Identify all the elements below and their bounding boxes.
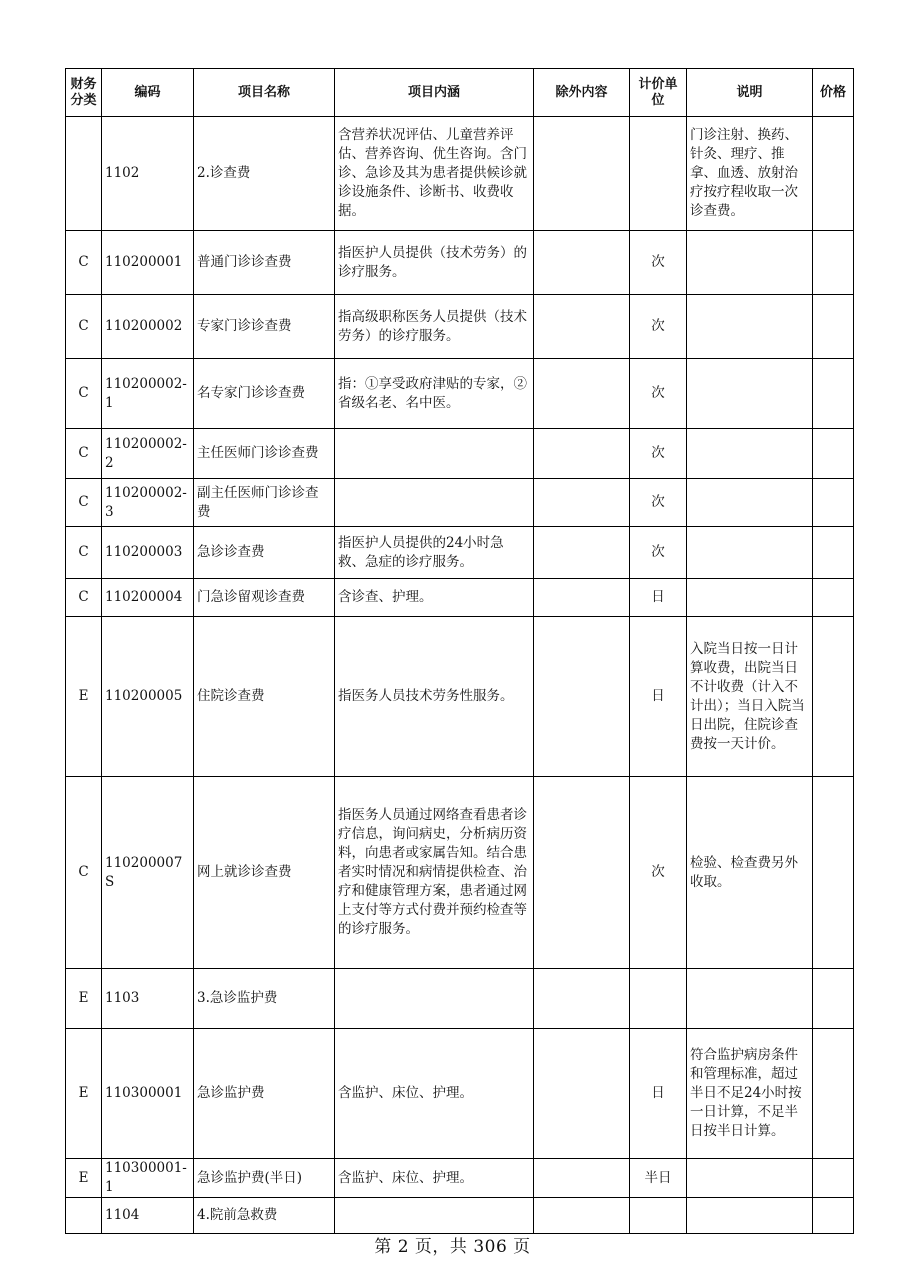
table-row (66, 617, 854, 777)
table-row (66, 777, 854, 969)
cell-exclude (534, 479, 630, 527)
cell-content: 含监护、床位、护理。 (335, 1159, 534, 1198)
cell-price (813, 969, 854, 1029)
cell-code: 110300001-1 (102, 1159, 194, 1198)
cell-exclude (534, 969, 630, 1029)
table-row (66, 1198, 854, 1234)
cell-unit: 次 (630, 429, 687, 479)
cell-category: E (66, 1029, 102, 1159)
cell-content: 指医护人员提供的24小时急救、急症的诊疗服务。 (335, 527, 534, 579)
page-number-footer: 第 2 页，共 306 页 (374, 1237, 531, 1257)
cell-note (687, 429, 813, 479)
cell-content (335, 1198, 534, 1234)
table-row (66, 479, 854, 527)
table-row (66, 1159, 854, 1198)
cell-content: 指：①享受政府津贴的专家，②省级名老、名中医。 (335, 359, 534, 429)
cell-content: 含诊查、护理。 (335, 579, 534, 617)
cell-code: 110200001 (102, 231, 194, 295)
cell-note (687, 1198, 813, 1234)
cell-unit: 日 (630, 617, 687, 777)
cell-unit: 半日 (630, 1159, 687, 1198)
cell-content: 含监护、床位、护理。 (335, 1029, 534, 1159)
fee-schedule-table (65, 68, 854, 1234)
table-row (66, 1029, 854, 1159)
cell-exclude (534, 1198, 630, 1234)
cell-code: 1104 (102, 1198, 194, 1234)
cell-name: 4.院前急救费 (194, 1198, 335, 1234)
cell-category: E (66, 1159, 102, 1198)
cell-content (335, 479, 534, 527)
cell-name: 主任医师门诊诊查费 (194, 429, 335, 479)
cell-name: 普通门诊诊查费 (194, 231, 335, 295)
cell-code: 110200002-3 (102, 479, 194, 527)
cell-exclude (534, 1159, 630, 1198)
cell-unit (630, 969, 687, 1029)
cell-category (66, 1198, 102, 1234)
header-unit: 计价单位 (630, 69, 687, 117)
cell-code: 1103 (102, 969, 194, 1029)
header-note: 说明 (687, 69, 813, 117)
cell-category: E (66, 617, 102, 777)
header-code: 编码 (102, 69, 194, 117)
cell-category: E (66, 969, 102, 1029)
cell-name: 名专家门诊诊查费 (194, 359, 335, 429)
cell-name: 副主任医师门诊诊查费 (194, 479, 335, 527)
cell-unit: 次 (630, 359, 687, 429)
cell-note (687, 527, 813, 579)
cell-note: 入院当日按一日计算收费，出院当日不计收费（计入不计出）；当日入院当日出院，住院诊查费按一天计价。 (687, 617, 813, 777)
cell-name: 3.急诊监护费 (194, 969, 335, 1029)
cell-exclude (534, 231, 630, 295)
cell-category: C (66, 777, 102, 969)
cell-note (687, 969, 813, 1029)
cell-code: 110200004 (102, 579, 194, 617)
cell-name: 2.诊查费 (194, 117, 335, 231)
cell-category: C (66, 231, 102, 295)
table-row (66, 359, 854, 429)
cell-category: C (66, 479, 102, 527)
cell-price (813, 117, 854, 231)
cell-price (813, 579, 854, 617)
cell-unit: 日 (630, 1029, 687, 1159)
cell-price (813, 295, 854, 359)
cell-content: 含营养状况评估、儿童营养评估、营养咨询、优生咨询。含门诊、急诊及其为患者提供候诊就诊设施条件、诊断书、收费收据。 (335, 117, 534, 231)
table-row (66, 231, 854, 295)
cell-code: 110300001 (102, 1029, 194, 1159)
cell-exclude (534, 777, 630, 969)
cell-price (813, 1029, 854, 1159)
table-row (66, 429, 854, 479)
cell-price (813, 1198, 854, 1234)
cell-price (813, 777, 854, 969)
cell-category (66, 117, 102, 231)
cell-category: C (66, 527, 102, 579)
cell-note (687, 579, 813, 617)
cell-category: C (66, 579, 102, 617)
cell-note (687, 479, 813, 527)
header-name: 项目名称 (194, 69, 335, 117)
cell-code: 110200002 (102, 295, 194, 359)
cell-code: 110200002-2 (102, 429, 194, 479)
cell-price (813, 1159, 854, 1198)
cell-note: 门诊注射、换药、针灸、理疗、推拿、血透、放射治疗按疗程收取一次诊查费。 (687, 117, 813, 231)
cell-name: 急诊诊查费 (194, 527, 335, 579)
cell-name: 住院诊查费 (194, 617, 335, 777)
cell-content (335, 429, 534, 479)
cell-exclude (534, 527, 630, 579)
cell-unit: 次 (630, 777, 687, 969)
cell-name: 网上就诊诊查费 (194, 777, 335, 969)
cell-note (687, 1159, 813, 1198)
cell-note (687, 359, 813, 429)
cell-name: 急诊监护费 (194, 1029, 335, 1159)
table-row (66, 117, 854, 231)
header-row (66, 69, 854, 117)
cell-exclude (534, 617, 630, 777)
cell-content: 指医务人员通过网络查看患者诊疗信息，询问病史，分析病历资料，向患者或家属告知。结合患者实时情况和病情提供检查、治疗和健康管理方案，患者通过网上支付等方式付费并预约检查等的诊疗服务。 (335, 777, 534, 969)
cell-price (813, 359, 854, 429)
cell-exclude (534, 117, 630, 231)
cell-unit: 次 (630, 479, 687, 527)
cell-category: C (66, 359, 102, 429)
cell-name: 急诊监护费(半日) (194, 1159, 335, 1198)
cell-price (813, 479, 854, 527)
table-row (66, 969, 854, 1029)
cell-price (813, 429, 854, 479)
cell-note (687, 231, 813, 295)
cell-content: 指医护人员提供（技术劳务）的诊疗服务。 (335, 231, 534, 295)
cell-note: 检验、检查费另外收取。 (687, 777, 813, 969)
cell-note (687, 295, 813, 359)
cell-code: 110200003 (102, 527, 194, 579)
cell-exclude (534, 1029, 630, 1159)
header-category: 财务分类 (66, 69, 102, 117)
cell-unit: 次 (630, 527, 687, 579)
cell-price (813, 231, 854, 295)
cell-price (813, 617, 854, 777)
cell-content (335, 969, 534, 1029)
cell-unit: 次 (630, 295, 687, 359)
cell-note: 符合监护病房条件和管理标准，超过半日不足24小时按一日计算，不足半日按半日计算。 (687, 1029, 813, 1159)
header-price: 价格 (813, 69, 854, 117)
cell-content: 指高级职称医务人员提供（技术劳务）的诊疗服务。 (335, 295, 534, 359)
cell-unit: 日 (630, 579, 687, 617)
cell-name: 门急诊留观诊查费 (194, 579, 335, 617)
cell-exclude (534, 359, 630, 429)
cell-unit: 次 (630, 231, 687, 295)
header-content: 项目内涵 (335, 69, 534, 117)
cell-exclude (534, 429, 630, 479)
cell-category: C (66, 429, 102, 479)
cell-category: C (66, 295, 102, 359)
cell-content: 指医务人员技术劳务性服务。 (335, 617, 534, 777)
cell-exclude (534, 295, 630, 359)
cell-unit (630, 117, 687, 231)
cell-price (813, 527, 854, 579)
table-row (66, 527, 854, 579)
cell-code: 110200005 (102, 617, 194, 777)
header-exclude: 除外内容 (534, 69, 630, 117)
cell-code: 110200007S (102, 777, 194, 969)
table-row (66, 295, 854, 359)
cell-code: 1102 (102, 117, 194, 231)
cell-unit (630, 1198, 687, 1234)
cell-exclude (534, 579, 630, 617)
cell-code: 110200002-1 (102, 359, 194, 429)
cell-name: 专家门诊诊查费 (194, 295, 335, 359)
table-row (66, 579, 854, 617)
